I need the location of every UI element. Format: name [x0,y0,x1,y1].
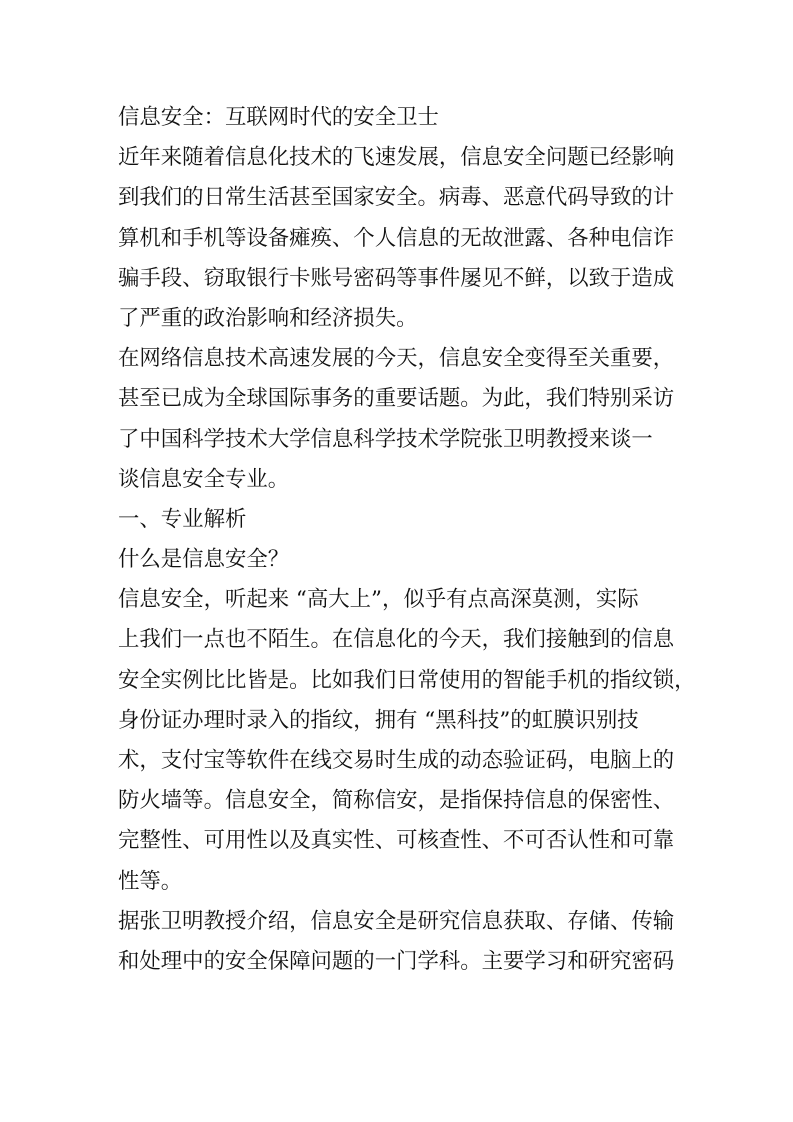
document-body [118,138,698,982]
text-line: 据张卫明教授介绍，信息安全是研究信息获取、存储、传输 [118,908,675,934]
paragraph [118,902,698,982]
text-line: 防火墙等。信息安全，简称信安，是指保持信息的保密性、 [118,788,675,814]
text-line: 在网络信息技术高速发展的今天，信息安全变得至关重要， [118,346,675,372]
text-line: 甚至已成为全球国际事务的重要话题。为此，我们特别采访 [118,386,675,412]
text-line: 信息安全，听起来 “高大上”，似乎有点高深莫测，实际 [118,587,639,613]
text-line: 身份证办理时录入的指纹，拥有 “黑科技”的虹膜识别技 [118,707,639,733]
paragraph [118,339,698,500]
text-line: 了严重的政治影响和经济损失。 [118,305,418,331]
text-line: 到我们的日常生活甚至国家安全。病毒、恶意代码导致的计 [118,185,675,211]
text-line: 什么是信息安全？ [118,547,290,573]
text-line: 了中国科学技术大学信息科学技术学院张卫明教授来谈一 [118,426,653,452]
paragraph [118,138,698,339]
text-line: 和处理中的安全保障问题的一门学科。主要学习和研究密码 [118,948,675,974]
text-line: 完整性、可用性以及真实性、可核查性、不可否认性和可靠 [118,828,675,854]
text-line: 一、专业解析 [118,506,247,532]
text-line: 谈信息安全专业。 [118,466,290,492]
paragraph [118,580,698,902]
document-title: 信息安全：互联网时代的安全卫士 [118,105,439,130]
text-line: 骗手段、窃取银行卡账号密码等事件屡见不鲜，以致于造成 [118,265,675,291]
text-line: 算机和手机等设备瘫痪、个人信息的无故泄露、各种电信诈 [118,225,675,251]
document-page [118,98,698,982]
text-line: 上我们一点也不陌生。在信息化的今天，我们接触到的信息 [118,627,675,653]
paragraph [118,540,698,580]
paragraph [118,500,698,540]
text-line: 术，支付宝等软件在线交易时生成的动态验证码，电脑上的 [118,748,675,773]
text-line: 近年来随着信息化技术的飞速发展，信息安全问题已经影响 [118,145,675,171]
text-line: 安全实例比比皆是。比如我们日常使用的智能手机的指纹锁， [118,667,696,693]
text-line: 性等。 [118,868,183,894]
